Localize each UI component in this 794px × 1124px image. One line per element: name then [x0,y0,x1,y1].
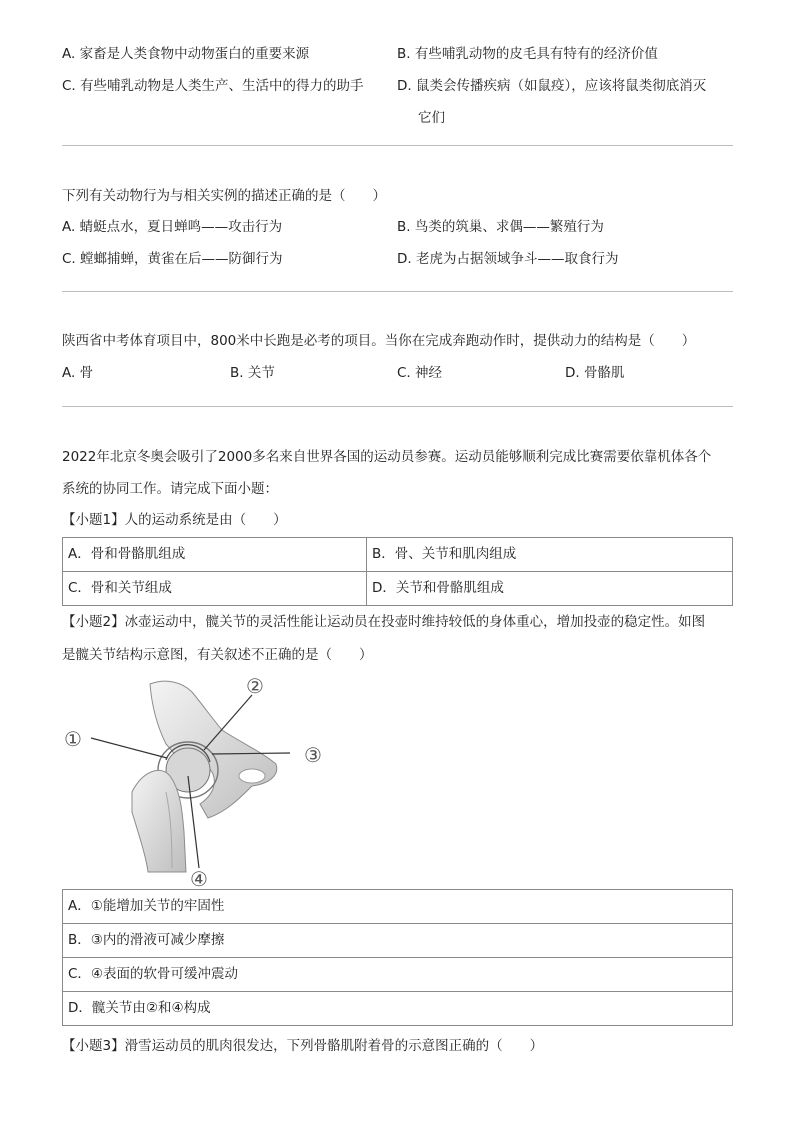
option-b[interactable]: B. 有些哺乳动物的皮毛具有特有的经济价值 [397,46,658,62]
option-d[interactable]: D. 老虎为占据领域争斗——取食行为 [397,251,619,267]
option-d[interactable]: D. 骨骼肌 [565,365,625,381]
question-stem: 陕西省中考体育项目中，800米中长跑是必考的项目。当你在完成奔跑动作时，提供动力的结构是（ ） [62,333,696,349]
subquestion-3-stem: 【小题3】滑雪运动员的肌肉很发达，下列骨骼肌附着骨的示意图正确的（ ） [62,1038,544,1054]
option-d[interactable]: D．髋关节由②和④构成 [63,992,733,1026]
option-d[interactable]: D．关节和骨骼肌组成 [367,572,733,606]
option-a[interactable]: A．①能增加关节的牢固性 [63,890,733,924]
option-b[interactable]: B. 关节 [230,365,275,381]
figure-label-1: ① [64,727,82,751]
question-stem-line1: 2022年北京冬奥会吸引了2000多名来自世界各国的运动员参赛。运动员能够顺利完成比赛需要依靠机体各个 [62,449,712,465]
option-d-continued: 它们 [418,110,445,126]
figure-label-3: ③ [304,743,322,767]
option-a[interactable]: A. 家畜是人类食物中动物蛋白的重要来源 [62,46,310,62]
option-c[interactable]: C. 有些哺乳动物是人类生产、生活中的得力的助手 [62,78,364,94]
option-b[interactable]: B. 鸟类的筑巢、求偶——繁殖行为 [397,219,604,235]
option-c[interactable]: C．骨和关节组成 [63,572,367,606]
option-a[interactable]: A．骨和骨骼肌组成 [63,538,367,572]
option-d[interactable]: D. 鼠类会传播疾病（如鼠疫），应该将鼠类彻底消灭 [397,78,707,94]
subquestion-2-stem-line2: 是髋关节结构示意图，有关叙述不正确的是（ ） [62,647,373,663]
subquestion-2-stem-line1: 【小题2】冰壶运动中，髋关节的灵活性能让运动员在投壶时维持较低的身体重心，增加投壶的稳定性。如图 [62,614,706,630]
question-divider [62,291,733,292]
obturator-foramen [239,769,265,783]
question-divider [62,145,733,146]
question-divider [62,406,733,407]
option-c[interactable]: C. 神经 [397,365,443,381]
figure-label-4: ④ [190,867,208,888]
figure-label-2: ② [246,674,264,698]
option-a[interactable]: A. 蜻蜓点水，夏日蝉鸣——攻击行为 [62,219,283,235]
option-b[interactable]: B．骨、关节和肌肉组成 [367,538,733,572]
option-c[interactable]: C. 螳螂捕蝉，黄雀在后——防御行为 [62,251,283,267]
subquestion-1-options-table [62,537,733,606]
option-b[interactable]: B．③内的滑液可减少摩擦 [63,924,733,958]
option-a[interactable]: A. 骨 [62,365,94,381]
subquestion-1-stem: 【小题1】人的运动系统是由（ ） [62,512,287,528]
option-c[interactable]: C．④表面的软骨可缓冲震动 [63,958,733,992]
question-stem: 下列有关动物行为与相关实例的描述正确的是（ ） [62,188,386,204]
subquestion-2-options-table [62,889,733,1026]
question-stem-line2: 系统的协同工作。请完成下面小题： [62,481,278,497]
hip-joint-diagram [62,672,342,888]
